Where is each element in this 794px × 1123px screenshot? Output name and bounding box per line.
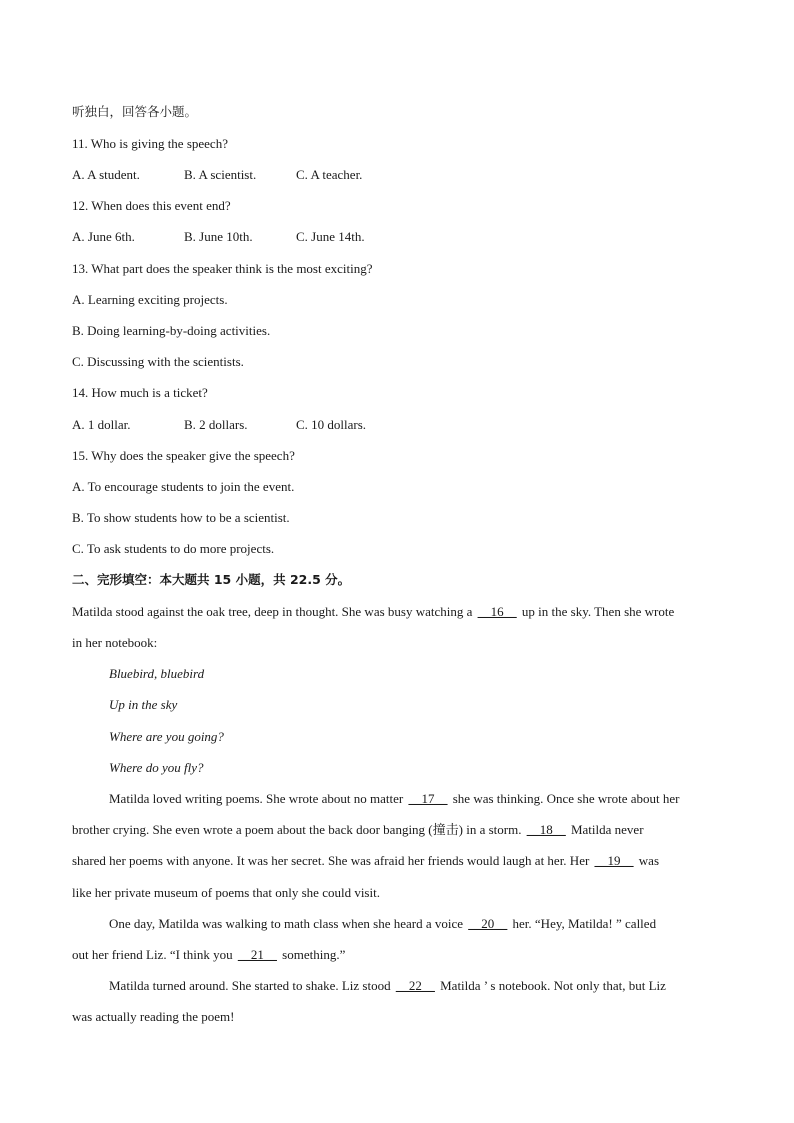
text-span: Matilda never	[570, 822, 644, 837]
option-11-c: C. A teacher.	[296, 167, 363, 182]
cloze-paragraph-2-line-4: like her private museum of poems that only she could visit.	[72, 885, 380, 900]
text-span: brother crying. She even wrote a poem about the back door banging (撞击) in a storm.	[72, 822, 522, 837]
cloze-paragraph-1-line-1	[72, 604, 674, 620]
poem-line-3: Where are you going?	[109, 729, 224, 744]
option-13-b: B. Doing learning-by-doing activities.	[72, 323, 271, 338]
option-14-a: A. 1 dollar.	[72, 417, 131, 432]
text-span: Matilda loved writing poems. She wrote about no matter	[109, 791, 404, 806]
question-13: 13. What part does the speaker think is the most exciting?	[72, 261, 373, 276]
question-15: 15. Why does the speaker give the speech?	[72, 448, 295, 463]
question-12: 12. When does this event end?	[72, 198, 231, 213]
poem-line-1: Bluebird, bluebird	[109, 666, 205, 681]
blank-16: __16__	[477, 604, 517, 619]
cloze-section-title: 二、完形填空：本大题共 15 小题，共 22.5 分。	[72, 572, 351, 587]
listening-intro: 听独白，回答各小题。	[72, 104, 198, 119]
option-15-c: C. To ask students to do more projects.	[72, 541, 275, 556]
text-span: her. “Hey, Matilda! ” called	[512, 916, 657, 931]
blank-22: __22__	[395, 978, 435, 993]
text-span: was	[638, 853, 660, 868]
text-span: out her friend Liz. “I think you	[72, 947, 233, 962]
option-14-b: B. 2 dollars.	[184, 417, 248, 432]
option-12-c: C. June 14th.	[296, 229, 365, 244]
cloze-paragraph-2-line-1	[109, 791, 679, 807]
option-11-b: B. A scientist.	[184, 167, 257, 182]
option-15-a: A. To encourage students to join the event.	[72, 479, 295, 494]
text-span: something.”	[282, 947, 346, 962]
question-14: 14. How much is a ticket?	[72, 385, 208, 400]
option-15-b: B. To show students how to be a scientist.	[72, 510, 290, 525]
option-13-a: A. Learning exciting projects.	[72, 292, 228, 307]
cloze-paragraph-4-line-1	[109, 978, 666, 994]
blank-21: __21__	[237, 947, 277, 962]
blank-19: __19__	[594, 853, 634, 868]
text-span: shared her poems with anyone. It was her secret. She was afraid her friends would laugh at her. Her	[72, 853, 590, 868]
text-span: Matilda stood against the oak tree, deep in thought. She was busy watching a	[72, 604, 473, 619]
text-span: One day, Matilda was walking to math class when she heard a voice	[109, 916, 464, 931]
poem-line-4: Where do you fly?	[109, 760, 204, 775]
blank-20: __20__	[468, 916, 508, 931]
cloze-paragraph-2-line-2	[72, 822, 644, 838]
text-span: she was thinking. Once she wrote about her	[452, 791, 680, 806]
cloze-paragraph-3-line-1	[109, 916, 656, 932]
blank-17: __17__	[408, 791, 448, 806]
option-12-a: A. June 6th.	[72, 229, 135, 244]
question-11: 11. Who is giving the speech?	[72, 136, 228, 151]
blank-18: __18__	[526, 822, 566, 837]
option-14-c: C. 10 dollars.	[296, 417, 367, 432]
poem-line-2: Up in the sky	[109, 697, 178, 712]
option-11-a: A. A student.	[72, 167, 140, 182]
option-13-c: C. Discussing with the scientists.	[72, 354, 244, 369]
cloze-paragraph-4-line-2: was actually reading the poem!	[72, 1009, 235, 1024]
text-span: up in the sky. Then she wrote	[521, 604, 675, 619]
cloze-paragraph-3-line-2	[72, 947, 345, 963]
cloze-paragraph-1-line-2: in her notebook:	[72, 635, 158, 650]
option-12-b: B. June 10th.	[184, 229, 253, 244]
text-span: Matilda ’ s notebook. Not only that, but Liz	[440, 978, 666, 993]
text-span: Matilda turned around. She started to shake. Liz stood	[109, 978, 391, 993]
cloze-paragraph-2-line-3	[72, 853, 659, 869]
